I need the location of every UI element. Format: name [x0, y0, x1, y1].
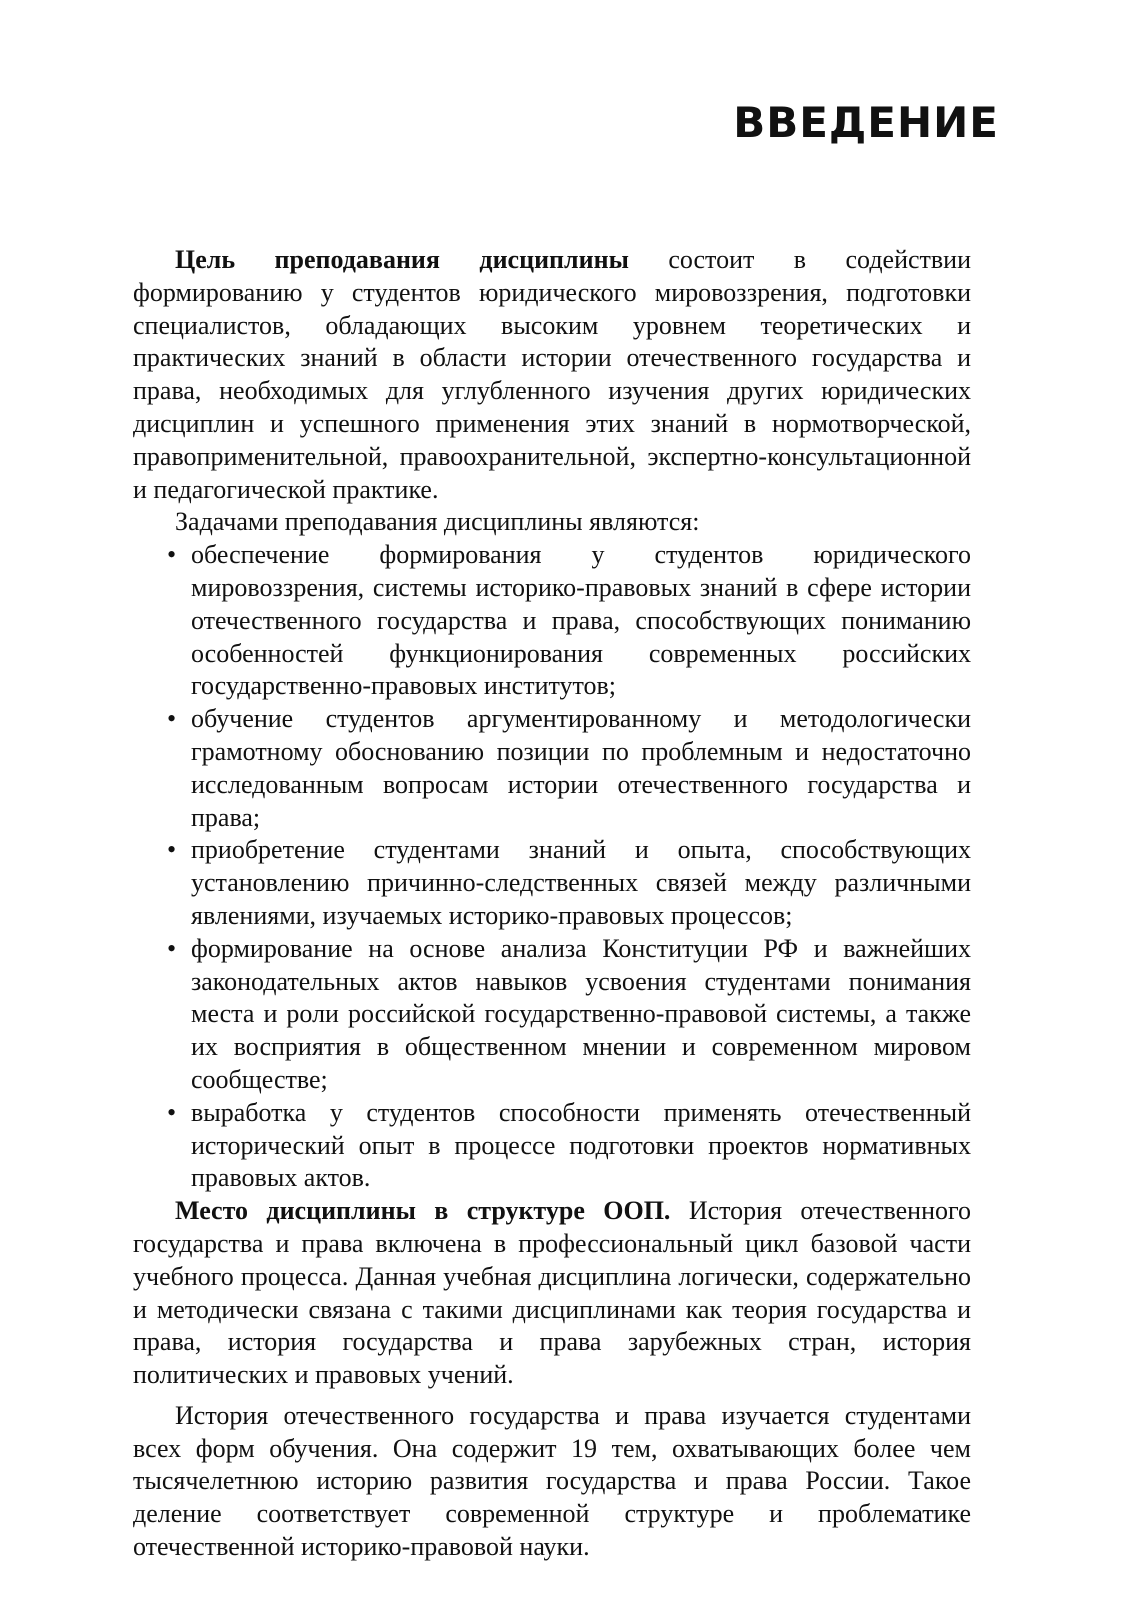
task-item [167, 539, 971, 703]
chapter-title: ВВЕДЕНИЕ [733, 98, 999, 147]
bullet-icon: • [167, 1097, 177, 1127]
bullet-icon: • [167, 704, 177, 734]
place-text: История отечественного государства и права включена в профессиональный цикл базовой части учебного процесса. Данная учебная дисциплина логически, содержательно и методически связана с такими дисциплинами как теория государства и права, история государства и права зарубежных стран, история политических и правовых учений. [133, 1196, 971, 1390]
tasks-intro: Задачами преподавания дисциплины являются: [175, 507, 700, 537]
task-text: приобретение студентами знаний и опыта, способствующих установлению причинно-следственных связей между различными явлениями, изучаемых историко-правовых процессов; [191, 835, 971, 930]
task-text: обеспечение формирования у студентов юридического мировоззрения, системы историко-правовых знаний в сфере истории отечественного государства и права, способствующих пониманию особенностей функционирования современных российских государственно-правовых институтов; [191, 540, 971, 701]
place-paragraph [133, 1195, 971, 1392]
bullet-icon: • [167, 540, 177, 570]
task-item [167, 703, 971, 834]
closing-paragraph: История отечественного государства и права изучается студентами всех форм обучения. Она содержит 19 тем, охватывающих более чем тысячелетнюю историю развития государства и права России. Такое деление соответствует современной структуре и проблематике отечественной историко-правовой науки. [133, 1400, 971, 1562]
task-text: выработка у студентов способности применять отечественный исторический опыт в процессе подготовки проектов нормативных правовых актов. [191, 1097, 971, 1193]
task-text: формирование на основе анализа Конституции РФ и важнейших законодательных актов навыков усвоения студентами понимания места и роли российской государственно-правовой системы, а также их восприятия в общественном мнении и современном мировом сообществе; [191, 933, 971, 1094]
goal-text: состоит в содействии формированию у студентов юридического мировоззрения, подготовки специалистов, обладающих высоким уровнем теоретических и практических знаний в области истории отечественного государства и права, необходимых для углубленного изучения других юридических дисциплин и успешного применения этих знаний в нормотворческой, правоприменительной, правоохранительной, экспертно-консультационной и педагогической практике. [133, 245, 972, 504]
body-text [133, 244, 971, 1564]
tasks-list [133, 539, 971, 1195]
task-text: обучение студентов аргументированному и методологически грамотному обоснованию позиции по проблемным и недостаточно исследованным вопросам истории отечественного государства и права; [191, 704, 971, 832]
goal-paragraph [133, 244, 971, 506]
bullet-icon: • [167, 835, 177, 865]
place-lead: Место дисциплины в структуре ООП. [175, 1196, 671, 1226]
task-item [167, 1097, 971, 1195]
goal-lead: Цель преподавания дисциплины [175, 245, 629, 274]
task-item [167, 933, 971, 1097]
task-item [167, 834, 971, 932]
bullet-icon: • [167, 933, 177, 963]
